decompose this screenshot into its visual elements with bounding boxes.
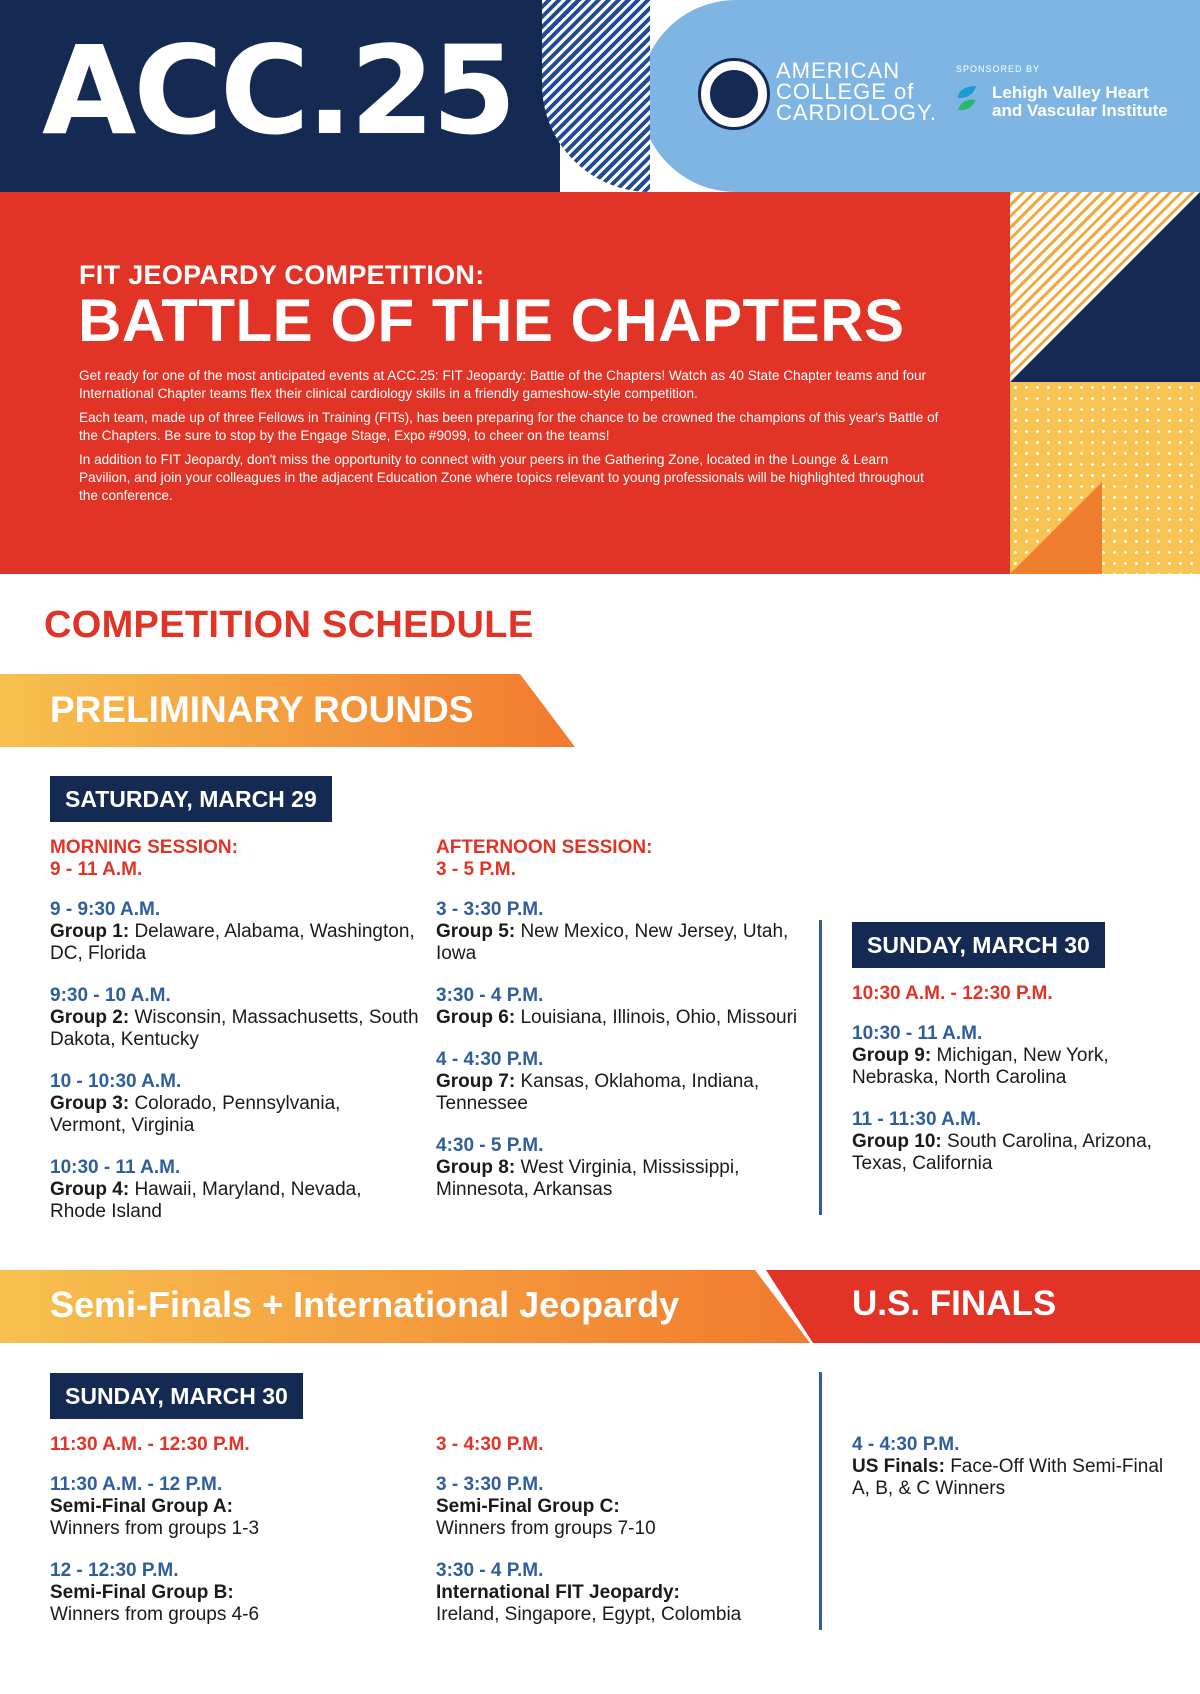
session-time: 9 - 11 A.M. [50, 859, 143, 880]
group-label: Group 2: [50, 1007, 130, 1028]
group-label: Group 8: [436, 1157, 516, 1178]
sunday-date-badge: SUNDAY, MARCH 30 [852, 922, 1105, 968]
schedule-slot [436, 1049, 806, 1115]
acc-org-name: AMERICAN COLLEGE of CARDIOLOGY. [776, 58, 937, 125]
group-label: Semi-Final Group B: [50, 1582, 234, 1603]
group-label: Semi-Final Group C: [436, 1496, 620, 1517]
hero-paragraph: Each team, made up of three Fellows in Training (FITs), has been preparing for the chance to be crowned the champions of this year's Battle of the Chapters. Be sure to stop by the Engage Stage, Expo #9099, to cheer on the teams! [79, 410, 939, 443]
schedule-title: COMPETITION SCHEDULE [44, 604, 534, 646]
group-label: Group 4: [50, 1179, 130, 1200]
slot-time: 10:30 - 11 A.M. [852, 1023, 983, 1044]
group-label: Group 9: [852, 1045, 932, 1066]
saturday-date-badge: SATURDAY, MARCH 29 [50, 776, 332, 822]
group-teams: Winners from groups 1-3 [50, 1518, 260, 1539]
sunday-session-column [852, 983, 1182, 1195]
group-teams: Delaware, Alabama, Washington, DC, Florida [50, 921, 415, 964]
hero-paragraph: In addition to FIT Jeopardy, don't miss the opportunity to connect with your peers in the Gathering Zone, located in the Lounge & Learn Pavilion, and join your colleagues in the adjacent Education Zone where topics relevant to young professionals will be highlighted throughout the conference. [79, 452, 924, 503]
afternoon-session-column [436, 837, 806, 1221]
column-divider [819, 1372, 822, 1630]
schedule-slot [50, 1071, 420, 1137]
slot-time: 3 - 3:30 P.M. [436, 899, 544, 920]
group-teams: Winners from groups 7-10 [436, 1518, 656, 1539]
group-teams: Louisiana, Illinois, Ohio, Missouri [520, 1007, 798, 1028]
group-label: Group 1: [50, 921, 130, 942]
slot-time: 3:30 - 4 P.M. [436, 1560, 544, 1581]
schedule-slot [50, 985, 420, 1051]
semi-sunday-date-badge: SUNDAY, MARCH 30 [50, 1373, 303, 1419]
group-teams: Hawaii, Maryland, Nevada, Rhode Island [50, 1179, 362, 1222]
slot-time: 3:30 - 4 P.M. [436, 985, 544, 1006]
corner-dotted-decoration [1010, 382, 1200, 574]
group-teams: Colorado, Pennsylvania, Vermont, Virginia [50, 1093, 341, 1136]
session-time: 3 - 5 P.M. [436, 859, 516, 880]
slot-time: 12 - 12:30 P.M. [50, 1560, 179, 1581]
sponsor-leaf-icon [956, 84, 978, 112]
hero-kicker: FIT JEOPARDY COMPETITION: [79, 260, 485, 290]
slot-time: 11:30 A.M. - 12 P.M. [50, 1474, 223, 1495]
schedule-slot [50, 1474, 420, 1540]
slot-time: 10:30 - 11 A.M. [50, 1157, 181, 1178]
slot-time: 4:30 - 5 P.M. [436, 1135, 544, 1156]
slot-time: 3 - 3:30 P.M. [436, 1474, 544, 1495]
semi-left-column [50, 1434, 420, 1646]
schedule-slot [436, 899, 806, 965]
preliminary-title: PRELIMINARY ROUNDS [50, 689, 474, 730]
sponsor-name: Lehigh Valley Heart and Vascular Institute [992, 83, 1168, 120]
group-label: Group 10: [852, 1131, 942, 1152]
slot-time: 9:30 - 10 A.M. [50, 985, 171, 1006]
slot-time: 9 - 9:30 A.M. [50, 899, 161, 920]
acc-seal-icon [698, 58, 770, 130]
us-finals-column [852, 1434, 1182, 1520]
slot-time: 4 - 4:30 P.M. [852, 1434, 960, 1455]
group-teams: Kansas, Oklahoma, Indiana, Tennessee [436, 1071, 760, 1114]
schedule-slot [852, 1109, 1182, 1175]
session-time: 11:30 A.M. - 12:30 P.M. [50, 1434, 250, 1455]
schedule-slot [852, 1023, 1182, 1089]
schedule-slot [436, 1474, 806, 1540]
session-label: MORNING SESSION: [50, 837, 238, 858]
schedule-slot [852, 1434, 1182, 1500]
group-teams: New Mexico, New Jersey, Utah, Iowa [436, 921, 789, 964]
schedule-slot [436, 985, 806, 1029]
group-label: Group 5: [436, 921, 516, 942]
group-label: Semi-Final Group A: [50, 1496, 233, 1517]
us-finals-title: U.S. FINALS [852, 1284, 1057, 1323]
group-teams: Face-Off With Semi-Final A, B, & C Winners [852, 1456, 1164, 1499]
semi-right-column [436, 1434, 806, 1646]
column-divider [819, 920, 822, 1215]
schedule-slot [50, 1157, 420, 1223]
slot-time: 10 - 10:30 A.M. [50, 1071, 182, 1092]
sponsor-label: SPONSORED BY [956, 64, 1041, 74]
schedule-slot [436, 1135, 806, 1201]
group-label: Group 6: [436, 1007, 516, 1028]
schedule-slot [50, 899, 420, 965]
hero-paragraph: Get ready for one of the most anticipated events at ACC.25: FIT Jeopardy: Battle of the Chapters! Watch as 40 State Chapter teams and four International Chapter teams flex their clinical cardiology skills in a friendly gameshow-style competition. [79, 368, 927, 401]
group-teams: West Virginia, Mississippi, Minnesota, Arkansas [436, 1157, 740, 1200]
schedule-slot [50, 1560, 420, 1626]
group-label: International FIT Jeopardy: [436, 1582, 680, 1603]
acc25-logo: ACC.25 [42, 20, 514, 162]
morning-session-column [50, 837, 420, 1243]
hero-title: BATTLE OF THE CHAPTERS [78, 287, 905, 354]
group-teams: Winners from groups 4-6 [50, 1604, 260, 1625]
group-teams: Ireland, Singapore, Egypt, Colombia [436, 1604, 742, 1625]
session-time: 3 - 4:30 P.M. [436, 1434, 544, 1455]
schedule-slot [436, 1560, 806, 1626]
hero-description [79, 367, 939, 511]
session-label: AFTERNOON SESSION: [436, 837, 653, 858]
group-teams: Michigan, New York, Nebraska, North Carolina [852, 1045, 1109, 1088]
group-label: US Finals: [852, 1456, 945, 1477]
group-teams: Wisconsin, Massachusetts, South Dakota, Kentucky [50, 1007, 419, 1050]
slot-time: 4 - 4:30 P.M. [436, 1049, 544, 1070]
session-time: 10:30 A.M. - 12:30 P.M. [852, 983, 1053, 1004]
group-label: Group 7: [436, 1071, 516, 1092]
group-label: Group 3: [50, 1093, 130, 1114]
slot-time: 11 - 11:30 A.M. [852, 1109, 982, 1130]
group-teams: South Carolina, Arizona, Texas, California [852, 1131, 1152, 1174]
semi-finals-title: Semi-Finals + International Jeopardy [50, 1284, 680, 1325]
